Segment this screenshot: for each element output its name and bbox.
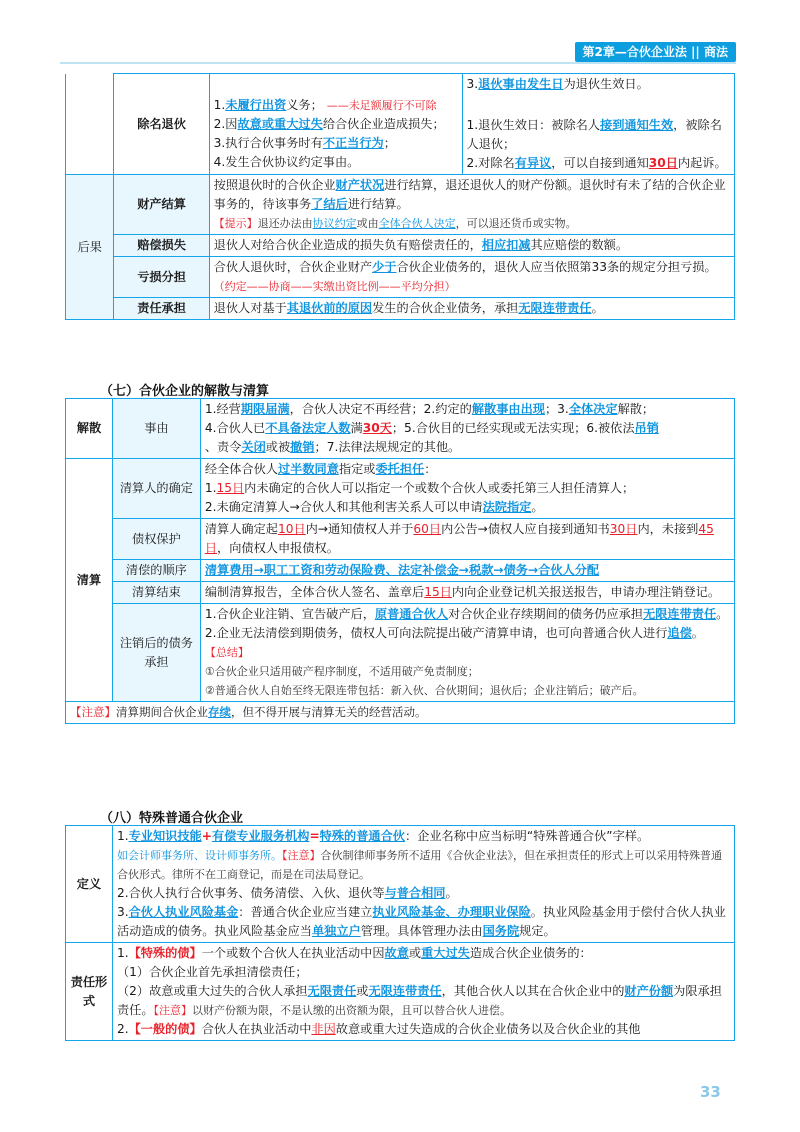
section7-title: （七）合伙企业的解散与清算 bbox=[100, 384, 270, 399]
special-table bbox=[65, 825, 735, 1041]
property-label: 财产结算 bbox=[114, 175, 209, 235]
appoint-row bbox=[66, 459, 735, 519]
liquidation-label: 清算 bbox=[66, 459, 113, 702]
liability-row bbox=[66, 298, 735, 320]
creditor-text: 清算人确定起10日内→通知债权人并于60日内公告→债权人应自接到通知书30日内，未接到45日，向债权人申报债权。 bbox=[200, 519, 734, 560]
end-label: 清算结束 bbox=[112, 582, 200, 604]
responsibility-row bbox=[66, 943, 735, 1041]
order-text: 清算费用→职工工资和劳动保险费、法定补偿金→税款→债务→合伙人分配 bbox=[200, 560, 734, 582]
note-text: 【注意】清算期间合伙企业存续，但不得开展与清算无关的经营活动。 bbox=[66, 702, 735, 724]
note-row bbox=[66, 702, 735, 724]
dissolution-text: 1.经营期限届满，合伙人决定不再经营；2.约定的解散事由出现；3.全体决定解散； 4.合伙人已不具备法定人数满30天；5.合伙目的已经实现或无法实现；6.被依法吊销 、责令关闭或被撤销；7.法律法规规定的其他。 bbox=[200, 399, 734, 459]
removal-label: 除名退伙 bbox=[114, 74, 209, 175]
loss-row bbox=[66, 257, 735, 298]
compensation-row bbox=[66, 235, 735, 257]
definition-label: 定义 bbox=[66, 826, 113, 943]
responsibility-label: 责任形式 bbox=[66, 943, 113, 1041]
consequence-label: 后果 bbox=[66, 175, 114, 320]
header-divider bbox=[60, 62, 736, 64]
debt-label: 注销后的债务承担 bbox=[112, 604, 200, 702]
dissolution-sub-label: 事由 bbox=[112, 399, 200, 459]
page-number: 33 bbox=[700, 1083, 721, 1101]
comp-text: 退伙人对给合伙企业造成的损失负有赔偿责任的，相应扣减其应赔偿的数额。 bbox=[209, 235, 734, 257]
withdrawal-table bbox=[65, 73, 735, 320]
section8-title: （八）特殊普通合伙企业 bbox=[100, 811, 244, 826]
creditor-label: 债权保护 bbox=[112, 519, 200, 560]
appoint-label: 清算人的确定 bbox=[112, 459, 200, 519]
chapter-header: 第2章—合伙企业法 || 商法 bbox=[575, 42, 736, 62]
definition-row bbox=[66, 826, 735, 943]
debt-text: 1.合伙企业注销、宣告破产后，原普通合伙人对合伙企业存续期间的债务仍应承担无限连带责任。 2.企业无法清偿到期债务，债权人可向法院提出破产清算申请，也可向普通合伙人进行追偿。 【总结】 ①合伙企业只适用破产程序制度，不适用破产免责制度； ②普通合伙人自始至终无限连带包括：新入伙、合伙期间；退伙后；企业注销后；破产后。 bbox=[200, 604, 734, 702]
definition-text: 1.专业知识技能+有偿专业服务机构=特殊的普通合伙：企业名称中应当标明“特殊普通合伙”字样。 如会计师事务所、设计师事务所。【注意】合伙制律师事务所不适用《合伙企业法》，但在承担责任的形式上可以采用特殊普通合伙形式。律所不在工商登记，而是在司法局登记。 2.合伙人执行合伙事务、债务清偿、入伙、退伙等与普合相同。 3.合伙人执业风险基金：普通合伙企业应当建立执业风险基金、办理职业保险。执业风险基金用于偿付合伙人执业活动造成的债务。执业风险基金应当单独立户管理。具体管理办法由国务院规定。 bbox=[112, 826, 734, 943]
end-text: 编制清算报告，全体合伙人签名、盖章后15日内向企业登记机关报送报告，申请办理注销登记。 bbox=[200, 582, 734, 604]
property-row bbox=[66, 175, 735, 235]
property-text: 按照退伙时的合伙企业财产状况进行结算，退还退伙人的财产份额。退伙时有未了结的合伙企业事务的，待该事务了结后进行结算。 【提示】退还办法由协议约定或由全体合伙人决定，可以退还货币或实物。 bbox=[209, 175, 734, 235]
dissolution-table bbox=[65, 398, 735, 724]
loss-text: 合伙人退伙时，合伙企业财产少于合伙企业债务的，退伙人应当依照第33条的规定分担亏损。（约定——协商——实缴出资比例——平均分担） bbox=[209, 257, 734, 298]
dissolution-label: 解散 bbox=[66, 399, 113, 459]
debt-row bbox=[66, 604, 735, 702]
liab-label: 责任承担 bbox=[114, 298, 209, 320]
order-row bbox=[66, 560, 735, 582]
appoint-text: 经全体合伙人过半数同意指定或委托担任： 1.15日内未确定的合伙人可以指定一个或数个合伙人或委托第三人担任清算人； 2.未确定清算人→合伙人和其他利害关系人可以申请法院指定。 bbox=[200, 459, 734, 519]
order-label: 清偿的顺序 bbox=[112, 560, 200, 582]
removal-effects: 3.退伙事由发生日为退伙生效日。 1.退伙生效日：被除名人接到通知生效，被除名人退伙； 2.对除名有异议，可以自接到通知30日内起诉。 bbox=[462, 74, 735, 175]
end-row bbox=[66, 582, 735, 604]
comp-label: 赔偿损失 bbox=[114, 235, 209, 257]
loss-label: 亏损分担 bbox=[114, 257, 209, 298]
creditor-row bbox=[66, 519, 735, 560]
dissolution-row bbox=[66, 399, 735, 459]
removal-row bbox=[66, 74, 735, 175]
liab-text: 退伙人对基于其退伙前的原因发生的合伙企业债务，承担无限连带责任。 bbox=[209, 298, 734, 320]
removal-reasons: 1.未履行出资义务； ——未足额履行不可除 2.因故意或重大过失给合伙企业造成损失； 3.执行合伙事务时有不正当行为； 4.发生合伙协议约定事由。 bbox=[209, 74, 462, 175]
responsibility-text: 1.【特殊的债】一个或数个合伙人在执业活动中因故意或重大过失造成合伙企业债务的： （1）合伙企业首先承担清偿责任； （2）故意或重大过失的合伙人承担无限责任或无限连带责任，其他合伙人以其在合伙企业中的财产份额为限承担责任。【注意】以财产份额为限，不是认缴的出资额为限，且可以替合伙人进偿。 2.【一般的债】合伙人在执业活动中非因故意或重大过失造成的合伙企业债务以及合伙企业的其他 bbox=[112, 943, 734, 1041]
